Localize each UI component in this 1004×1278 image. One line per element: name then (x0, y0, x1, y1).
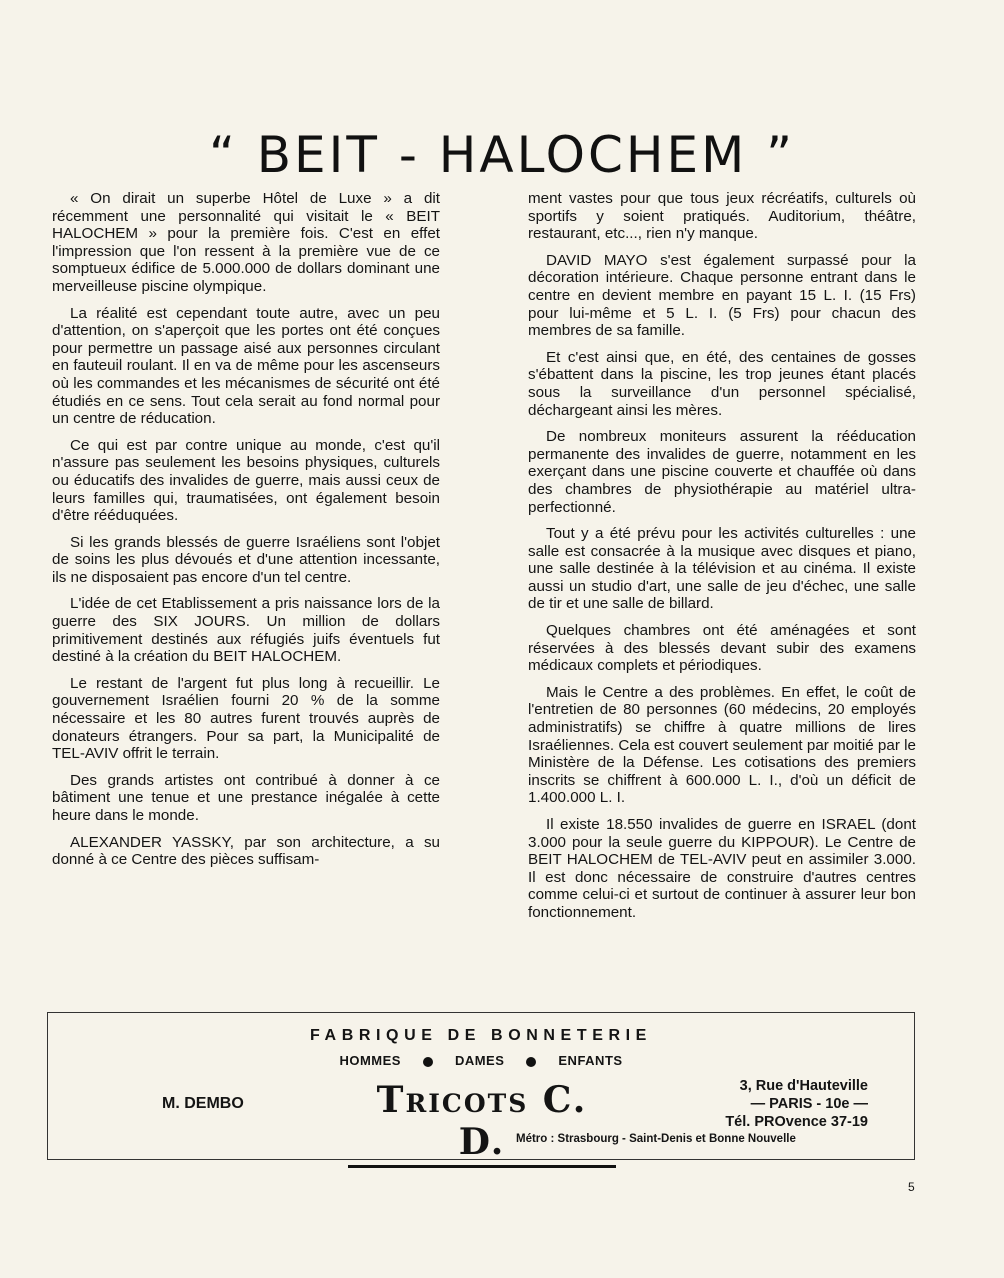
ad-owner: M. DEMBO (162, 1095, 244, 1112)
page-title: “ BEIT - HALOCHEM ” (208, 125, 796, 184)
ad-categories (48, 1053, 914, 1068)
paragraph: ALEXANDER YASSKY, par son architecture, a su donné à ce Centre des pièces suffisam- (52, 833, 440, 869)
paragraph: Et c'est ainsi que, en été, des centaines de gosses s'ébattent dans la piscine, les trop jeunes étant placés sous la surveillance d'un personnel spécialisé, déchargeant ainsi les mères. (528, 348, 916, 419)
paragraph: Ce qui est par contre unique au monde, c'est qu'il n'assure pas seulement les besoins physiques, culturels ou éducatifs des invalides de guerre, mais aussi ceux de leurs familles qui, traumatisées, ont également besoin d'être rééduquées. (52, 436, 440, 525)
ad-category: DAMES (454, 1053, 505, 1068)
ad-phone: Tél. PROvence 37-19 (725, 1114, 868, 1130)
article-column-right (528, 190, 916, 931)
article-column-left (52, 190, 440, 878)
ad-street: 3, Rue d'Hauteville (739, 1078, 868, 1094)
ad-brand-logo: Tricots C. D. (348, 1079, 616, 1168)
ad-category: HOMMES (339, 1053, 401, 1068)
advertisement-box (47, 1012, 915, 1163)
ad-category: ENFANTS (558, 1053, 623, 1068)
paragraph: Mais le Centre a des problèmes. En effet, le coût de l'entretien de 80 personnes (60 médecins, 20 employés administratifs) se chiffre à quatre millions de lires Israéliennes. Cela est couvert seulement par moitié par le Ministère de la Défense. Les cotisations des premiers inscrits se chiffrent à 600.000 L. I., d'où un déficit de 1.400.000 L. I. (528, 683, 916, 807)
paragraph: Si les grands blessés de guerre Israéliens sont l'objet de soins les plus dévoués et d'une attention incessante, ils ne disposaient pas encore d'un tel centre. (52, 533, 440, 586)
paragraph: L'idée de cet Etablissement a pris naissance lors de la guerre des SIX JOURS. Un million de dollars primitivement destinés aux réfugiés juifs éventuels fut destiné à la création du BEIT HALOCHEM. (52, 595, 440, 666)
bullet-icon (423, 1057, 433, 1067)
page-number: 5 (908, 1180, 915, 1194)
paragraph: Des grands artistes ont contribué à donner à ce bâtiment une tenue et une prestance inégalée à cette heure dans le monde. (52, 771, 440, 824)
paragraph: Le restant de l'argent fut plus long à recueillir. Le gouvernement Israélien fourni 20 % de la somme nécessaire et les 80 autres furent trouvés auprès de donateurs étrangers. Pour sa part, la Municipalité de TEL-AVIV offrit le terrain. (52, 674, 440, 763)
paragraph-continued: ment vastes pour que tous jeux récréatifs, culturels où sportifs y soient pratiqués. Auditorium, théâtre, restaurant, etc..., rien n'y manque. (528, 190, 916, 243)
paragraph: Il existe 18.550 invalides de guerre en ISRAEL (dont 3.000 pour la seule guerre du KIPPOUR). Le Centre de BEIT HALOCHEM de TEL-AVIV peut en assimiler 3.000. Il est donc nécessaire de construire d'autres centres comme celui-ci et surtout de continuer à assurer leur bon fonctionnement. (528, 816, 916, 921)
paragraph: La réalité est cependant toute autre, avec un peu d'attention, on s'aperçoit que les portes ont été conçues pour permettre un passage aisé aux personnes circulant en fauteuil roulant. Il en va de même pour les ascenseurs où les commandes et les mécanismes de sécurité ont été étudiés en ce sens. Tout cela serait au fond normal pour un centre de réducation. (52, 304, 440, 428)
bullet-icon (526, 1057, 536, 1067)
ad-metro: Métro : Strasbourg - Saint-Denis et Bonne Nouvelle (516, 1133, 796, 1145)
ad-city: — PARIS - 10e — (750, 1096, 868, 1112)
paragraph: Tout y a été prévu pour les activités culturelles : une salle est consacrée à la musique avec disques et piano, une salle destinée à la télévision et au cinéma. Il existe aussi un studio d'art, une salle de jeu d'échec, une salle de tir et une salle de billard. (528, 525, 916, 613)
paragraph: Quelques chambres ont été aménagées et sont réservées à des blessés devant subir des examens médicaux complets et périodiques. (528, 622, 916, 675)
paragraph: De nombreux moniteurs assurent la rééducation permanente des invalides de guerre, notamment en les exerçant dans une piscine couverte et chauffée où dans des chambres de physiothérapie au matériel ultra-perfectionné. (528, 428, 916, 516)
paragraph: « On dirait un superbe Hôtel de Luxe » a dit récemment une personnalité qui visitait le « BEIT HALOCHEM » pour la première fois. C'est en effet l'impression que l'on ressent à la première vue de ce somptueux édifice de 5.000.000 de dollars dominant une merveilleuse piscine olympique. (52, 190, 440, 295)
ad-address (678, 1077, 868, 1131)
ad-heading: FABRIQUE DE BONNETERIE (310, 1027, 652, 1044)
paragraph: DAVID MAYO s'est également surpassé pour la décoration intérieure. Chaque personne entrant dans le centre en devient membre en payant 15 L. I. (15 Frs) pour lui-même et 5 L. I. (5 Frs) pour chacun des membres de sa famille. (528, 251, 916, 340)
